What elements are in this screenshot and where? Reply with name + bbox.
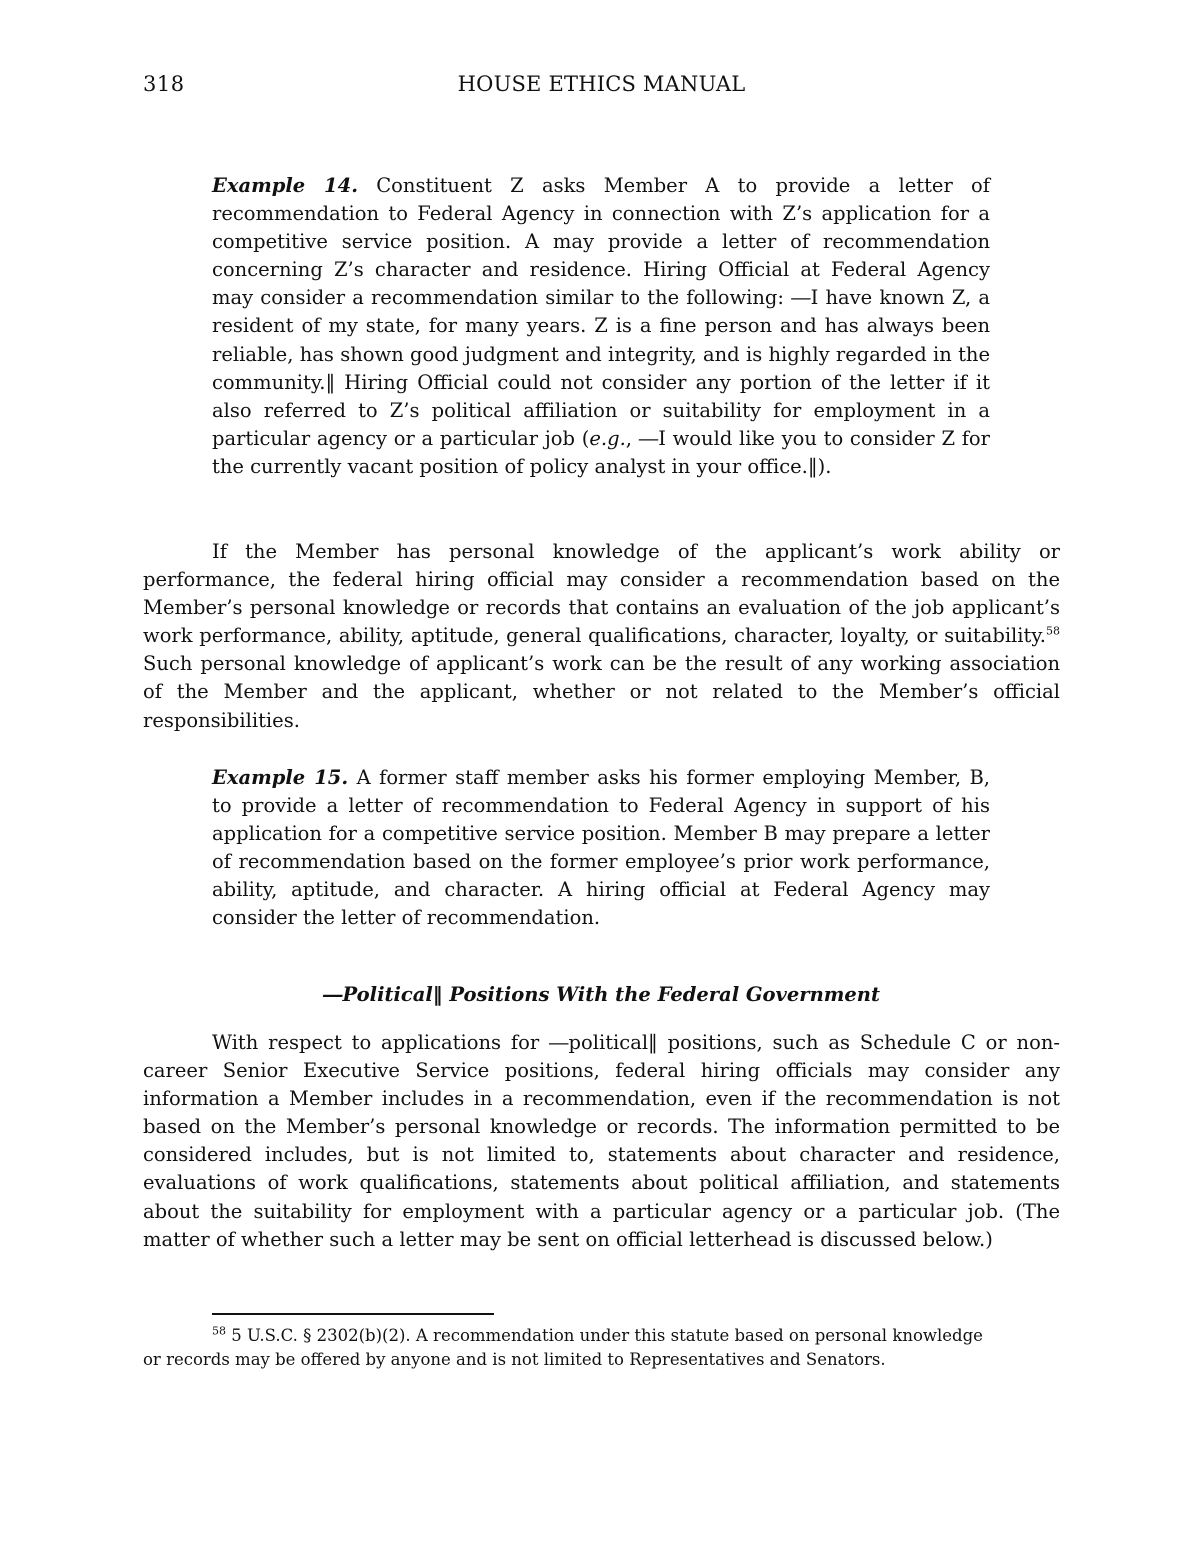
page-number: 318 bbox=[143, 72, 185, 96]
example-14-text-end: , ―I would like you to consider Z for the currently vacant position of policy analyst in your office.‖). bbox=[212, 426, 990, 478]
footnote-divider bbox=[212, 1313, 494, 1315]
example-15-text: A former staff member asks his former employing Member, B, to provide a letter of recommendation to Federal Agency in support of his application for a competitive service position. Member B may prepare a letter of recommendation based on the former employee’s prior work performance, ability, aptitude, and character. A hiring official at Federal Agency may consider the letter of recommendation. bbox=[212, 766, 990, 930]
example-14-text: Constituent Z asks Member A to provide a letter of recommendation to Federal Agency in connection with Z’s application for a competitive service position. A may provide a letter of recommendation concerning Z’s character and residence. Hiring Official at Federal Agency may consider a recommendation similar to the following: ―I have known Z, a resident of my state, for many years. Z is a fine person and has always been reliable, has shown good judgment and integrity, and is highly regarded in the community.‖ Hiring Official could not consider any portion of the letter if it also referred to Z’s political affiliation or suitability for employment in a particular agency or a particular job ( bbox=[212, 174, 990, 450]
footnote-number: 58 bbox=[212, 1324, 226, 1338]
example-14 bbox=[212, 172, 990, 481]
example-14-label: Example 14. bbox=[212, 174, 358, 197]
example-14-eg: e.g. bbox=[589, 426, 626, 450]
running-title: HOUSE ETHICS MANUAL bbox=[457, 72, 746, 96]
page-header bbox=[143, 72, 1060, 102]
paragraph-1-text: If the Member has personal knowledge of the applicant’s work ability or performance, the federal hiring official may consider a recommendation based on the Member’s personal knowledge or records that contains an evaluation of the job applicant’s work performance, ability, aptitude, general qualifications, character, loyalty, or suitability. bbox=[143, 540, 1060, 648]
footnote-text-line-1: 5 U.S.C. § 2302(b)(2). A recommendation under this statute based on personal knowledge bbox=[226, 1326, 983, 1345]
footnote-58 bbox=[143, 1324, 1060, 1372]
example-15 bbox=[212, 764, 990, 933]
paragraph-political-positions: With respect to applications for ―political‖ positions, such as Schedule C or non-career Senior Executive Service positions, federal hiring officials may consider any information a Member includes in a recommendation, even if the recommendation is not based on the Member’s personal knowledge or records. The information permitted to be considered includes, but is not limited to, statements about character and residence, evaluations of work qualifications, statements about political affiliation, and statements about the suitability for employment with a particular agency or a particular job. (The matter of whether such a letter may be sent on official letterhead is discussed below.) bbox=[143, 1031, 1060, 1251]
footnote-text-line-2: or records may be offered by anyone and is not limited to Representatives and Senators. bbox=[143, 1350, 886, 1369]
footnote-reference-58[interactable]: 58 bbox=[1046, 624, 1060, 638]
example-15-label: Example 15. bbox=[212, 766, 349, 789]
paragraph-1-text-continued: Such personal knowledge of applicant’s work can be the result of any working association of the Member and the applicant, whether or not related to the Member’s official responsibilities. bbox=[143, 652, 1060, 732]
paragraph-personal-knowledge bbox=[143, 538, 1060, 735]
section-heading-political-positions: ―Political‖ Positions With the Federal Government bbox=[323, 983, 880, 1006]
